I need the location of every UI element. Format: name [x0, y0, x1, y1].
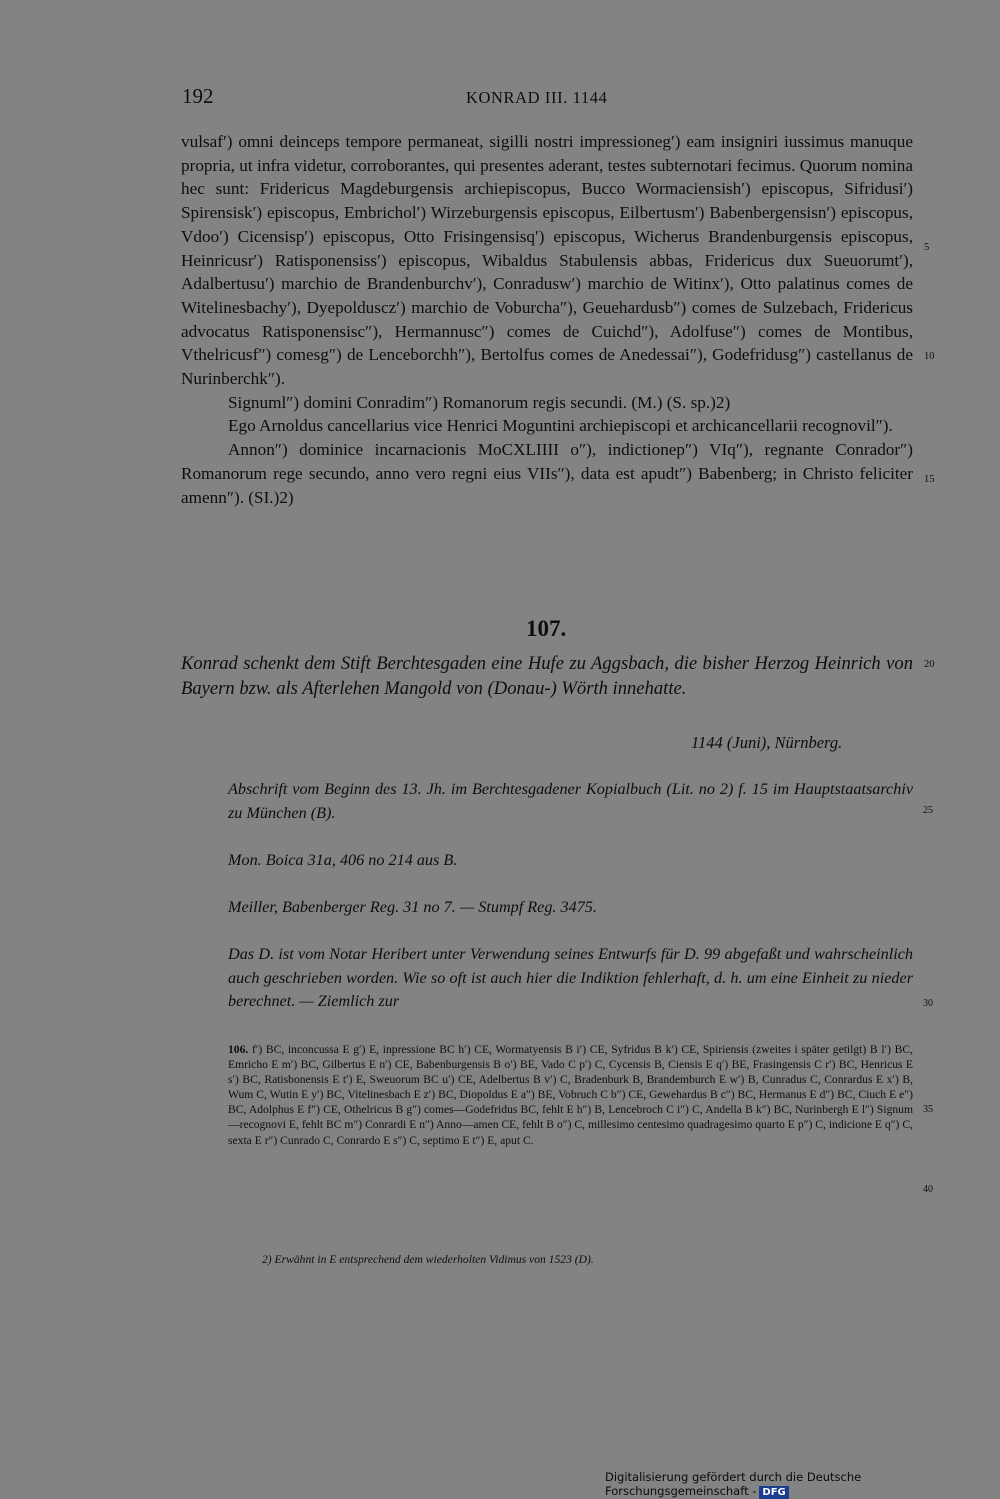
- source-manuscript: Abschrift vom Beginn des 13. Jh. im Berchtesgadener Kopialbuch (Lit. no 2) f. 15 im Hauptstaatsarchiv zu München (B).: [228, 780, 913, 822]
- line-number-10: 10: [924, 351, 935, 362]
- line-number-20: 20: [924, 659, 935, 670]
- regest: Konrad schenkt dem Stift Berchtesgaden eine Hufe zu Aggsbach, die bisher Herzog Heinrich von Bayern bzw. als Afterlehen Mangold von (Donau-) Wörth innehatte.: [181, 653, 913, 699]
- recognition-line: Ego Arnoldus cancellarius vice Henrici Moguntini archiepiscopi et archicancellarii recognovil″).: [228, 416, 893, 436]
- line-number-30: 30: [923, 998, 933, 1009]
- line-number-35: 35: [923, 1104, 933, 1115]
- footnote-text: f′) BC, inconcussa E g′) E, inpressione BC h′) CE, Wormatyensis B i′) CE, Syfridus B k′) CE, Spiriensis (zweites i später getilgt) B l′) BC, Emricho E m′) BC, Gilbertus E n′) CE, Babenburgensis B o′) BE, Vado C p′) C, Cycensis B, Ciensis E q′) BE, Frasingensis C r′) BC, Henricus E s′) BC, Ratisbonensis E t′) E, Sweuorum BC u′) CE, Adelbertus B v′) C, Bradenburk B, Brandemburch E w′) B, Cunradus C, Conrardus E x′) B, Wum C, Wutin E y′) BC, Vitelinesbach E z′) BC, Diopoldus E a″) BE, Vobruch C b″) CE, Gewehardus B c″) BC, Hermanus E d″) BC, Ciuch E e″) BC, Adolphus E f″) CE, Othelricus B g″) comes—Godefridus BC, fehlt E h″) B, Lencebroch C i″) C, Andella B k″) BC, Nurinbergh E l″) Signum—recognovi E, fehlt BC m″) Conrardi E n″) Anno—amen CE, fehlt B o″) C, millesimo centesimo quadragesimo quarto E p″) C, indicione E q″) C, sexta E r″) Cunrado C, Conrardo E s″) C, septimo E t″) E, aput C.: [228, 1043, 913, 1147]
- document-number: 107.: [526, 616, 567, 641]
- funding-text: Digitalisierung gefördert durch die Deutsche Forschungsgemeinschaft -: [605, 1470, 862, 1498]
- footnote-apparatus: [228, 1042, 913, 1148]
- dating-paragraph: Annon″) dominice incarnacionis MoCXLIIII o″), indictionep″) VIq″), regnante Conrador″) Romanorum rege secundo, anno vero regni eius VIIs″), data est apudt″) Babenberg; in Christo feliciter amenn″). (SI.)2): [181, 440, 913, 507]
- line-number-25: 25: [923, 805, 933, 816]
- charter-text-paragraph: vulsaf′) omni deinceps tempore permaneat, sigilli nostri impressioneg′) eam insigniri iussimus manuque propria, ut infra videtur, corroborantes, qui presentes aderant, testes subternotari fecimus. Quorum nomina hec sunt: Fridericus Magdeburgensis archiepiscopus, Bucco Wormaciensish′) episcopus, Sifridusi′) Spirensisk′) episcopus, Embrichol′) Wirzeburgensis episcopus, Eilbertusm′) Babenbergensisn′) episcopus, Vdoo′) Cicensisp′) episcopus, Otto Frisingensisq′) episcopus, Wicherus Brandenburgensis episcopus, Heinricusr′) Ratisponensiss′) episcopus, Wibaldus Stabulensis abbas, Fridericus dux Sueuorumt′), Adalbertusu′) marchio de Brandenburchv′), Conradusw′) marchio de Witinx′), Otto palatinus comes de Witelinesbachy′), Dyepolduscz′) marchio de Voburcha″), Geuehardusb″) comes de Sulzebach, Fridericus advocatus Ratisponensisc″), Hermannusc″) comes de Cuichd″), Adolfuse″) comes de Montibus, Vthelricusf″) comesg″) de Lenceborchh″), Bertolfus comes de Anedessai″), Godefridusg″) castellanus de Nurinberchk″).: [181, 132, 913, 389]
- source-edition: Mon. Boica 31a, 406 no 214 aus B.: [228, 851, 458, 869]
- line-number-5: 5: [924, 242, 930, 253]
- line-number-40: 40: [923, 1184, 933, 1195]
- signum-line: Signuml″) domini Conradim″) Romanorum regis secundi. (M.) (S. sp.)2): [228, 392, 731, 412]
- footnote-2: 2) Erwähnt in E entsprechend dem wiederholten Vidimus von 1523 (D).: [262, 1253, 594, 1266]
- running-title: KONRAD III. 1144: [466, 88, 608, 107]
- main-text: [181, 130, 913, 509]
- source-regesta: Meiller, Babenberger Reg. 31 no 7. — Stumpf Reg. 3475.: [228, 898, 597, 916]
- line-number-15: 15: [924, 474, 935, 485]
- funding-credit: [605, 1470, 1000, 1498]
- page-number: 192: [182, 84, 214, 108]
- document-date: 1144 (Juni), Nürnberg.: [691, 733, 843, 752]
- diplomatic-commentary: Das D. ist vom Notar Heribert unter Verwendung seines Entwurfs für D. 99 abgefaßt und wahrscheinlich auch geschrieben worden. Wie so oft ist auch hier die Indiktion fehlerhaft, d. h. um eine Einheit zu nieder berechnet. — Ziemlich zur: [228, 945, 913, 1011]
- footnote-label: 106.: [228, 1043, 249, 1056]
- dfg-logo: DFG: [759, 1486, 788, 1499]
